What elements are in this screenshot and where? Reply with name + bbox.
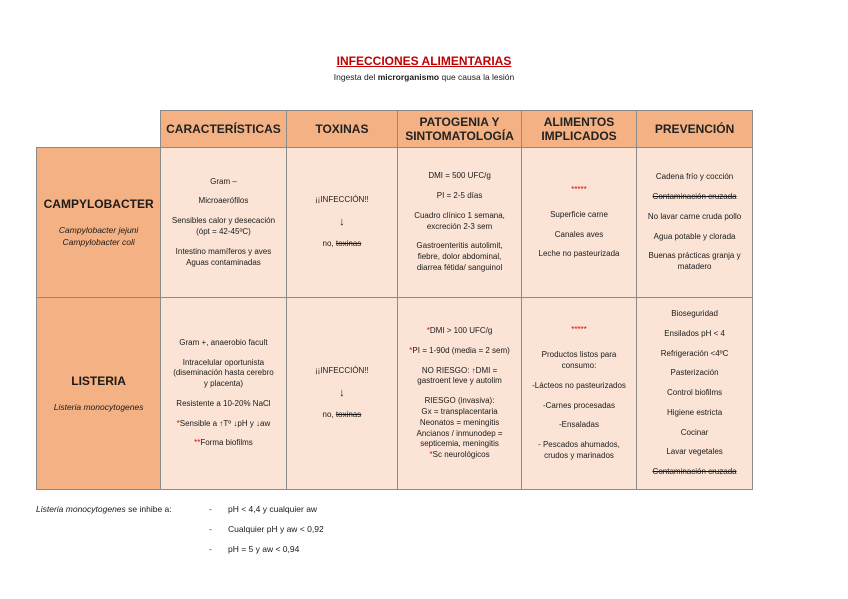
note-lead: Listeria monocytogenes se inhibe a: — [36, 504, 172, 514]
arrow-down-icon: ↓ — [339, 216, 345, 229]
campylobacter-patogenia: DMI = 500 UFC/g PI = 2-5 días Cuadro clínico 1 semana, excreción 2-3 sem Gastroenteritis autolimit, fiebre, dolor abdominal, diarrea fétida/ sanguinol — [398, 148, 522, 298]
header-toxinas: TOXINAS — [286, 111, 397, 148]
organism-species: Listeria monocytogenes — [53, 401, 144, 412]
listeria-caracteristicas: Gram +, anaerobio facult Intracelular oportunista (diseminación hasta cerebro y placenta) Resistente a 10-20% NaCl *Sensible a ↑Tº ↓pH y ↓aw **Forma biofilms — [161, 298, 286, 490]
arrow-down-icon: ↓ — [339, 387, 345, 400]
header-row — [37, 111, 848, 148]
organism-species: Campylobacter jejuni Campylobacter coli — [58, 224, 139, 247]
infections-table — [36, 110, 848, 490]
header-caracteristicas: CARACTERÍSTICAS — [161, 111, 286, 148]
importance-stars: ***** — [571, 184, 587, 194]
importance-stars: ***** — [571, 325, 587, 335]
listeria-alimentos: ***** Productos listos para consumo: -Lácteos no pasteurizados -Carnes procesadas -Ensaladas - Pescados ahumados, crudos y marinados — [521, 298, 636, 490]
organism-name: LISTERIA — [71, 373, 126, 388]
organism-campylobacter — [37, 148, 161, 298]
organism-listeria — [37, 298, 161, 490]
campylobacter-alimentos: ***** Superficie carne Canales aves Leche no pasteurizada — [521, 148, 636, 298]
header-alimentos: ALIMENTOS IMPLICADOS — [521, 111, 636, 148]
row-campylobacter — [37, 148, 848, 298]
listeria-prevencion: Bioseguridad Ensilados pH < 4 Refrigeración <4ºC Pasterización Control biofilms Higiene estricta Cocinar Lavar vegetales Contaminación cruzada — [637, 298, 753, 490]
header-patogenia: PATOGENIA Y SINTOMATOLOGÍA — [398, 111, 522, 148]
organism-name: CAMPYLOBACTER — [43, 196, 154, 211]
corner-cell — [37, 111, 161, 148]
header-prevencion: PREVENCIÓN — [637, 111, 753, 148]
row-listeria — [37, 298, 848, 490]
document-subtitle: Ingesta del microrganismo que causa la lesión — [333, 72, 515, 82]
listeria-toxinas: ¡¡INFECCIÓN!! ↓ no, toxinas — [286, 298, 397, 490]
campylobacter-toxinas: ¡¡INFECCIÓN!! ↓ no, toxinas — [286, 148, 397, 298]
document-title: INFECCIONES ALIMENTARIAS — [336, 54, 512, 68]
listeria-patogenia: *DMI > 100 UFC/g *PI = 1-90d (media = 2 sem) NO RIESGO: ↑DMI = gastroent leve y autolim RIESGO (invasiva): Gx = transplacentaria Neonatos = meningitis Ancianos / inmunodep = septicemia, meningitis *Sc neurológicos — [398, 298, 522, 490]
campylobacter-caracteristicas: Gram – Microaerófilos Sensibles calor y desecación (ópt = 42-45ºC) Intestino mamíferos y aves Aguas contaminadas — [161, 148, 286, 298]
campylobacter-prevencion: Cadena frío y cocción Contaminación cruzada No lavar carne cruda pollo Agua potable y clorada Buenas prácticas granja y matadero — [637, 148, 753, 298]
